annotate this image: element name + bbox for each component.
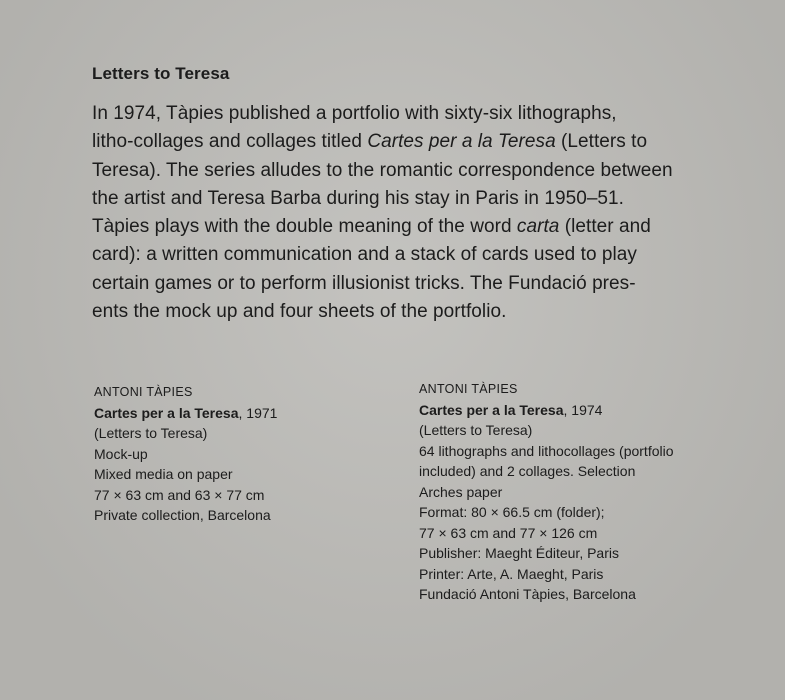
label-line: 77 × 63 cm and 63 × 77 cm [94,486,265,503]
body-line: the artist and Teresa Barba during his stay in Paris in 1950–51. [92,187,624,209]
italic-word: carta [516,216,560,238]
body-line: Teresa). The series alludes to the romantic correspondence between [92,159,673,181]
artist-name: ANTONI TÀPIES [94,385,193,399]
artwork-year: , 1974 [563,401,603,418]
label-line: Format: 80 × 66.5 cm (folder); [419,504,605,520]
body-line: certain games or to perform illusionist tricks. The Fundació pres- [92,272,636,294]
artwork-label-right [419,379,674,605]
italic-title: Cartes per a la Teresa [367,131,556,153]
label-line: (Letters to Teresa) [419,422,533,438]
artwork-title: Cartes per a la Teresa [419,401,564,418]
artwork-title: Cartes per a la Teresa [94,404,239,421]
label-line: Publisher: Maeght Éditeur, Paris [419,545,619,561]
body-line: ents the mock up and four sheets of the portfolio. [92,301,507,323]
label-line: Mock-up [94,445,148,462]
artwork-label-left [94,382,277,526]
label-line: Arches paper [419,483,503,500]
label-line: Printer: Arte, A. Maeght, Paris [419,565,604,582]
body-line: Tàpies plays with the double meaning of the word carta (letter and [92,216,651,238]
label-line: Mixed media on paper [94,466,233,482]
artwork-year: , 1971 [238,404,278,421]
panel-body-text [92,100,712,326]
label-line: included) and 2 collages. Selection [419,463,636,479]
label-line: 77 × 63 cm and 77 × 126 cm [419,524,598,541]
body-line: card): a written communication and a stack of cards used to play [92,244,637,266]
artist-name: ANTONI TÀPIES [419,382,518,396]
artwork-title-line [419,400,674,421]
body-line: In 1974, Tàpies published a portfolio with sixty-six lithographs, [92,103,617,124]
label-line: 64 lithographs and lithocollages (portfolio [419,442,674,459]
body-line: litho-collages and collages titled Cartes per a la Teresa (Letters to [92,131,648,153]
artwork-title-line [94,403,277,424]
label-line: (Letters to Teresa) [94,425,208,441]
label-line: Private collection, Barcelona [94,507,271,523]
panel-title: Letters to Teresa [92,64,230,83]
label-line: Fundació Antoni Tàpies, Barcelona [419,586,636,602]
